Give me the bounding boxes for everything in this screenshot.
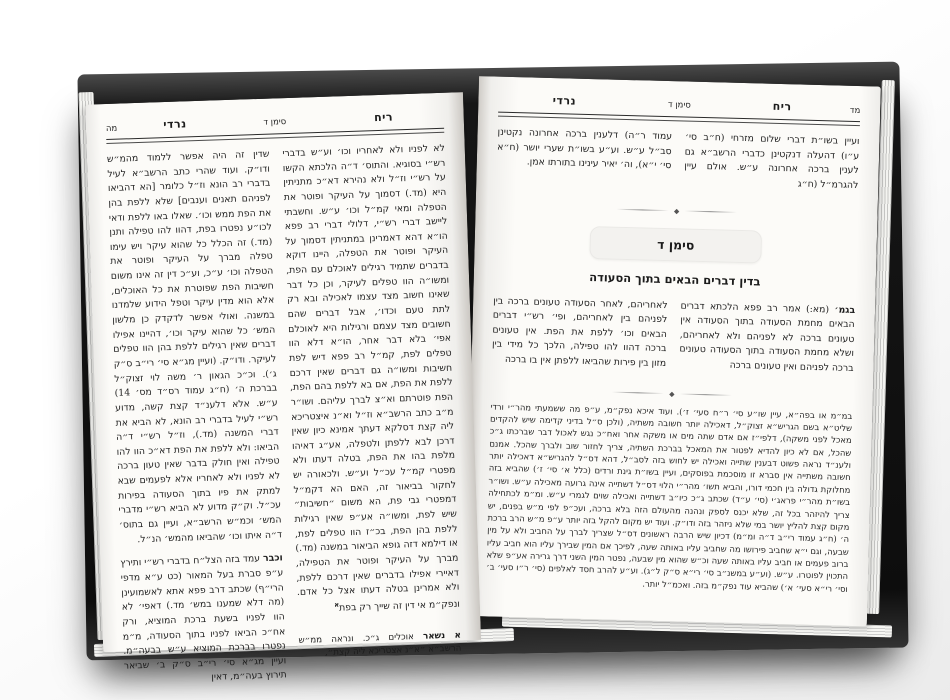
- right-page-number: מד: [849, 105, 861, 117]
- main-text-first: [282, 142, 460, 618]
- paragraph-lead-word: וכבר: [262, 552, 283, 565]
- left-page: [85, 92, 481, 684]
- running-head-siman: סימן ד: [667, 100, 691, 111]
- right-page: [465, 76, 881, 626]
- continuation-column-second: [496, 126, 672, 198]
- fleuron-icon: ◆: [669, 389, 675, 399]
- main-text-second-para1: שדין זה היה אפשר ללמוד מהמ״ש ודו״ק. ועוד שהרי כתב הרשב״א לעיל בדברי רב הונא וז״ל כלומר [הא דהביאו לפניהם תאנים וענבים] שלא ללפת בהן את הפת ממש וכו׳. שאלו באו ללפת ודאי לכו״ע נפטרו בפת, דהוו להו טפילה ותנן (מד.) זה הכלל כל שהוא עיקר ויש עימו טפלה מברך על העיקר ופוטר את הטפלה וכו׳ ע״כ, וע״כ דין זה אינו משום חשיבות הפת שפוטרת את כל האוכלים, אלא הוא מדין עיקר וטפל הידוע שלמדנו במשנה. ואולי אפשר לדקדק כן מלשון המש׳ כל שהוא עיקר וכו׳, דהיינו אפילו דברים שאין רגילים ללפת בהן הוו טפלים לעיקר. ודו״ק. (ועיין מג״א סי׳ רי״ב ס״ק ג׳). וכ״כ הגאון ר׳ משה לוי זצוק״ל בברכת ה׳ (ח״ג עמוד רס״ד מס׳ 14) ע״ש. אלא דלענ״ד קצת קשה, מדוע רש״י לעיל בדברי רב הונא, לא הביא את דברי המשנה (מד.), וז״ל רש״י ד״ה הביאו: ולא ללפת את הפת דא״כ הוו להו טפילה ואין חולק בדבר שאין טעון ברכה לא לפניו ולא לאחריו אלא לפעמים שבא למתק את פיו בתוך הסעודה בפירות עכ״ל. וק״ק מדוע לא הביא רש״י מדברי המש׳ וכמ״ש הרשב״א, ועיין גם בתוס׳ ד״ה איתו וכו׳ שהביאו מהמש׳ הנ״ל.: [106, 148, 283, 545]
- gemara-first-body: (מא:) אמר רב פפא הלכתא דברים הבאים מחמת הסעודה בתוך הסעודה אין טעונים ברכה לא לפניהם ולא לאחריהם, ושלא מחמת הסעודה בתוך הסעודה טעונים ברכה לפניהם ואין טעונים ברכה: [679, 300, 855, 375]
- running-head-siman: סימן ד: [263, 117, 287, 128]
- footnote-reference-mark: א: [334, 600, 340, 609]
- open-book: [72, 48, 912, 684]
- ornament-divider-top: [496, 202, 858, 219]
- column-footnote: [298, 621, 462, 660]
- ornament-line: [684, 211, 736, 213]
- continuation-column-first: [683, 131, 859, 203]
- main-text-columns: [106, 142, 462, 684]
- gemara-column-first: [679, 299, 856, 386]
- left-page-content: [85, 92, 481, 684]
- gemara-text-second: לאחריהם, לאחר הסעודה טעונים ברכה בין לפניהם בין לאחריהם, ופי׳ רש״י דברים הבאים וכו׳ ללפת את הפת. אין טעונים ברכה דהוו להו טפילה, הלכך כל מידי בין מזון בין פירות שהביאו ללפתן אין בו ברכה: [491, 295, 668, 370]
- ornament-divider-bottom: [491, 385, 853, 402]
- gemara-columns: [491, 294, 855, 386]
- main-first-body: לא לפניו ולא לאחריו וכו׳ וע״ש בדברי רש״י בסוגיא. והתוס׳ ד״ה הלכתא הקשו על רש״י וז״ל ולא נהירא דא״כ מתניתין היא (מד.) דסמוך על העיקר ופוטר את הטפלה ומאי קמ״ל וכו׳ ע״ש. וחשבתי ליישב דברי רש״י, דלולי דברי רב פפא הו״א דהא דאמרינן במתניתין דסמוך על העיקר ופוטר את הטפלה, היינו דוקא בדברים שתמיד רגילים לאוכלם עם הפת, ומשו״ה הוו טפלים לעיקר, וכן כל דבר שאינו חשוב מצד עצמו לאכילה ובא רק לתת טעם וכדו׳, אבל דברים שהם חשובים מצד עצמם ורגילות היא לאוכלם אפי׳ בלא דבר אחר, הו״א דלא הוו טפלים לפת, קמ״ל רב פפא דיש לפת חשיבות ומשו״ה גם דברים שאין דרכם ללפת את הפת, אם בא ללפת בהם הפת, הפת פוטרתם וא״צ לברך עליהם. ושו״ר מ״ב כתב הרשב״א וז״ל וא״נ איצטריכא ליה קצת דסלקא דעתך אמינא כיון שאין דרכן לבא ללפתן ולטפלה, אע״ג דאיהו מלפת בהו את הפת, בטלה דעתו ולא מפטרי קמ״ל עכ״ל וע״ש. ולכאורה יש לחקור בביאור זה, האם הא דקמ״ל דמפטרי גבי פת, הא משום ״חשיבות״ שיש לפת, ומשו״ה אע״פ שאין רגילות ללפת בהן הפת, בכ״ז הוו טפלים לפת, או דילמא דזה גופא הביאור במשנה (מד.) מברך על העיקר ופוטר את הטפילה, דאיירי אפילו בדברים שאין דרכם ללפת, ולא אמרינן בטלה דעתו אצל כל אדם. ונפק״מ אי דין זה שייך רק בפת: [282, 142, 461, 614]
- main-column-second: [106, 148, 287, 684]
- ornament-line: [679, 394, 731, 396]
- gemara-column-second: [491, 294, 668, 381]
- ornament-line: [612, 392, 664, 394]
- footnote-lead-word: א נשאר: [422, 630, 462, 642]
- siman-box: סימן ד: [589, 226, 762, 263]
- footnotes-section: במ״מ או בפה״א, עיין שו״ע סי׳ ר״ח סעי׳ ז׳). ועוד איכא נפק״מ, ע״פ מה ששמעתי מהר״י ורדי שליט״א בשם הגריש״א זצוק״ל, דאכילה יותר חשובה משתיה, (ולכן ס״ל בדיני קדימה שיש להקדים מאכל לפני משקה), דלפי״ז אם אדם שתה מים או משקה אחר ואח״כ נגש לאכול דבר שברכתו ג״כ שהכל, אם לא כיון להדיא לפטור את המאכל בברכת השתיה, צריך לחזור שוב ולברך שהכל. אמנם ולענ״ד נראה פשוט דבענין שתייה ואכילה יש לחוש בזה לסב״ל, דהא דס״ל להגריש״א דאכילה יותר חשובה משתייה אין סברא זו מוסכמת בפוסקים, ועיין בשו״ת גינת ורדים (כלל א׳ סי׳ ז׳) שהביא בזה מחלוקת גדולה בין חכמי דורו, והביא תשו׳ מהר״י הלוי דס״ל דשתייה אינה גרועה מאכילה ע״ש. ושו״ר בשו״ת מהר״י פראג׳י (סי׳ ע״ד) שכתב ג״כ כיו״ב דשתייה ואכילה שוים לגמרי ע״ש. ומ״מ לכתחילה צריך להיזהר בכל זה, שלא יכנס לספק ונהנה מהעולם הזה בלא ברכה, ועכ״פ לפי מ״ש בפנים, יש מקום קצת להליץ יושר במי שלא ניזהר בזה ודו״ק. ועוד יש מקום להקל בזה יותר ע״פ מ״ש הרב ברכת ה׳ (ח״ג עמוד רי״ב ד״ה ומ״מ) דכיון שיש הרבה ראשונים דס״ל שצריך לברך על החביב ולא על מין שבעה, וגם י״א שחביב פירושו מה שחביב עליו באותה שעה, לפיכך אם המין שבירך עליו הוא חביב עליו ברוב פעמים או חביב עליו באותה שעה וכ״ש שהוא מין שבעה, נפטר המין השני דרך גרירה אע״פ שלא התכוין לפוטרו. ע״ש. (וע״ע במשנ״ב סי׳ רי״א ס״ק ל״ג). וע״ע להרב חסד לאלפים (סי׳ ר״ו סעי׳ ב׳ וסי׳ רי״א סעי׳ א׳) שהביא עוד נפק״מ בזה. ואכמ״ל יותר.: [486, 401, 853, 594]
- fleuron-icon: ◆: [673, 206, 680, 215]
- ornament-line: [617, 209, 669, 211]
- main-text-second-para2: [120, 552, 287, 689]
- section-heading: בדין דברים הבאים בתוך הסעודה: [589, 269, 761, 289]
- continuation-columns: [496, 126, 860, 203]
- gemara-lead-word: בגמ׳: [834, 304, 856, 316]
- main-column-first: [282, 142, 462, 658]
- gemara-text-first: [679, 299, 855, 377]
- footnote-body: אוכלים ג״כ. ונראה ממ״ש הרשב״א ״א״נ אצטריכא ליה קצת״,: [298, 631, 462, 658]
- paragraph-body: עמד בזה הצל״ח בדברי רש״י ותירץ ע״פ סברת בעל המאור (כט ע״א מדפי הרי״ף) שכתב דרב פפא אתא לאשמועינן (מה דלא שמענו במש׳ מד.) דאפי׳ לא הוו לפניו בשעת ברכת המוציא, ורק אח״כ הביאו לפניו בתוך הסעודה, מ״מ נפטרו בברכת המוציא ע״ש בבעה״מ. ועיין מג״א סי׳ רי״ב ס״ק ב׳ שביאר תירוץ בעה״מ, דאין: [120, 553, 287, 684]
- book-title-word-left: נרדי: [163, 117, 187, 132]
- book-title-word-right: ריח: [373, 110, 394, 125]
- book-title-word-right: ריח: [772, 99, 792, 114]
- continuation-text-second: עמוד ר״ה) דלענין ברכה אחרונה נקטינן סב״ל ע״ש. וע״ע בשו״ת שערי יושר (ח״א סי׳ י״א), וה׳ יאיר עינינו בתורתו אמן.: [497, 126, 673, 172]
- left-page-number: מה: [105, 123, 118, 135]
- book-title-word-left: נרדי: [552, 94, 577, 108]
- right-page-content: [465, 76, 881, 626]
- continuation-text-first: ועיין בשו״ת דברי שלום מזרחי (ח״ב סי׳ ע״ו) דהעלה דנקטינן כדברי הרשב״א גם לענין ברכה אחרונה ע״ש. אולם עיין להגרמ״ל (ח״ג: [684, 131, 860, 191]
